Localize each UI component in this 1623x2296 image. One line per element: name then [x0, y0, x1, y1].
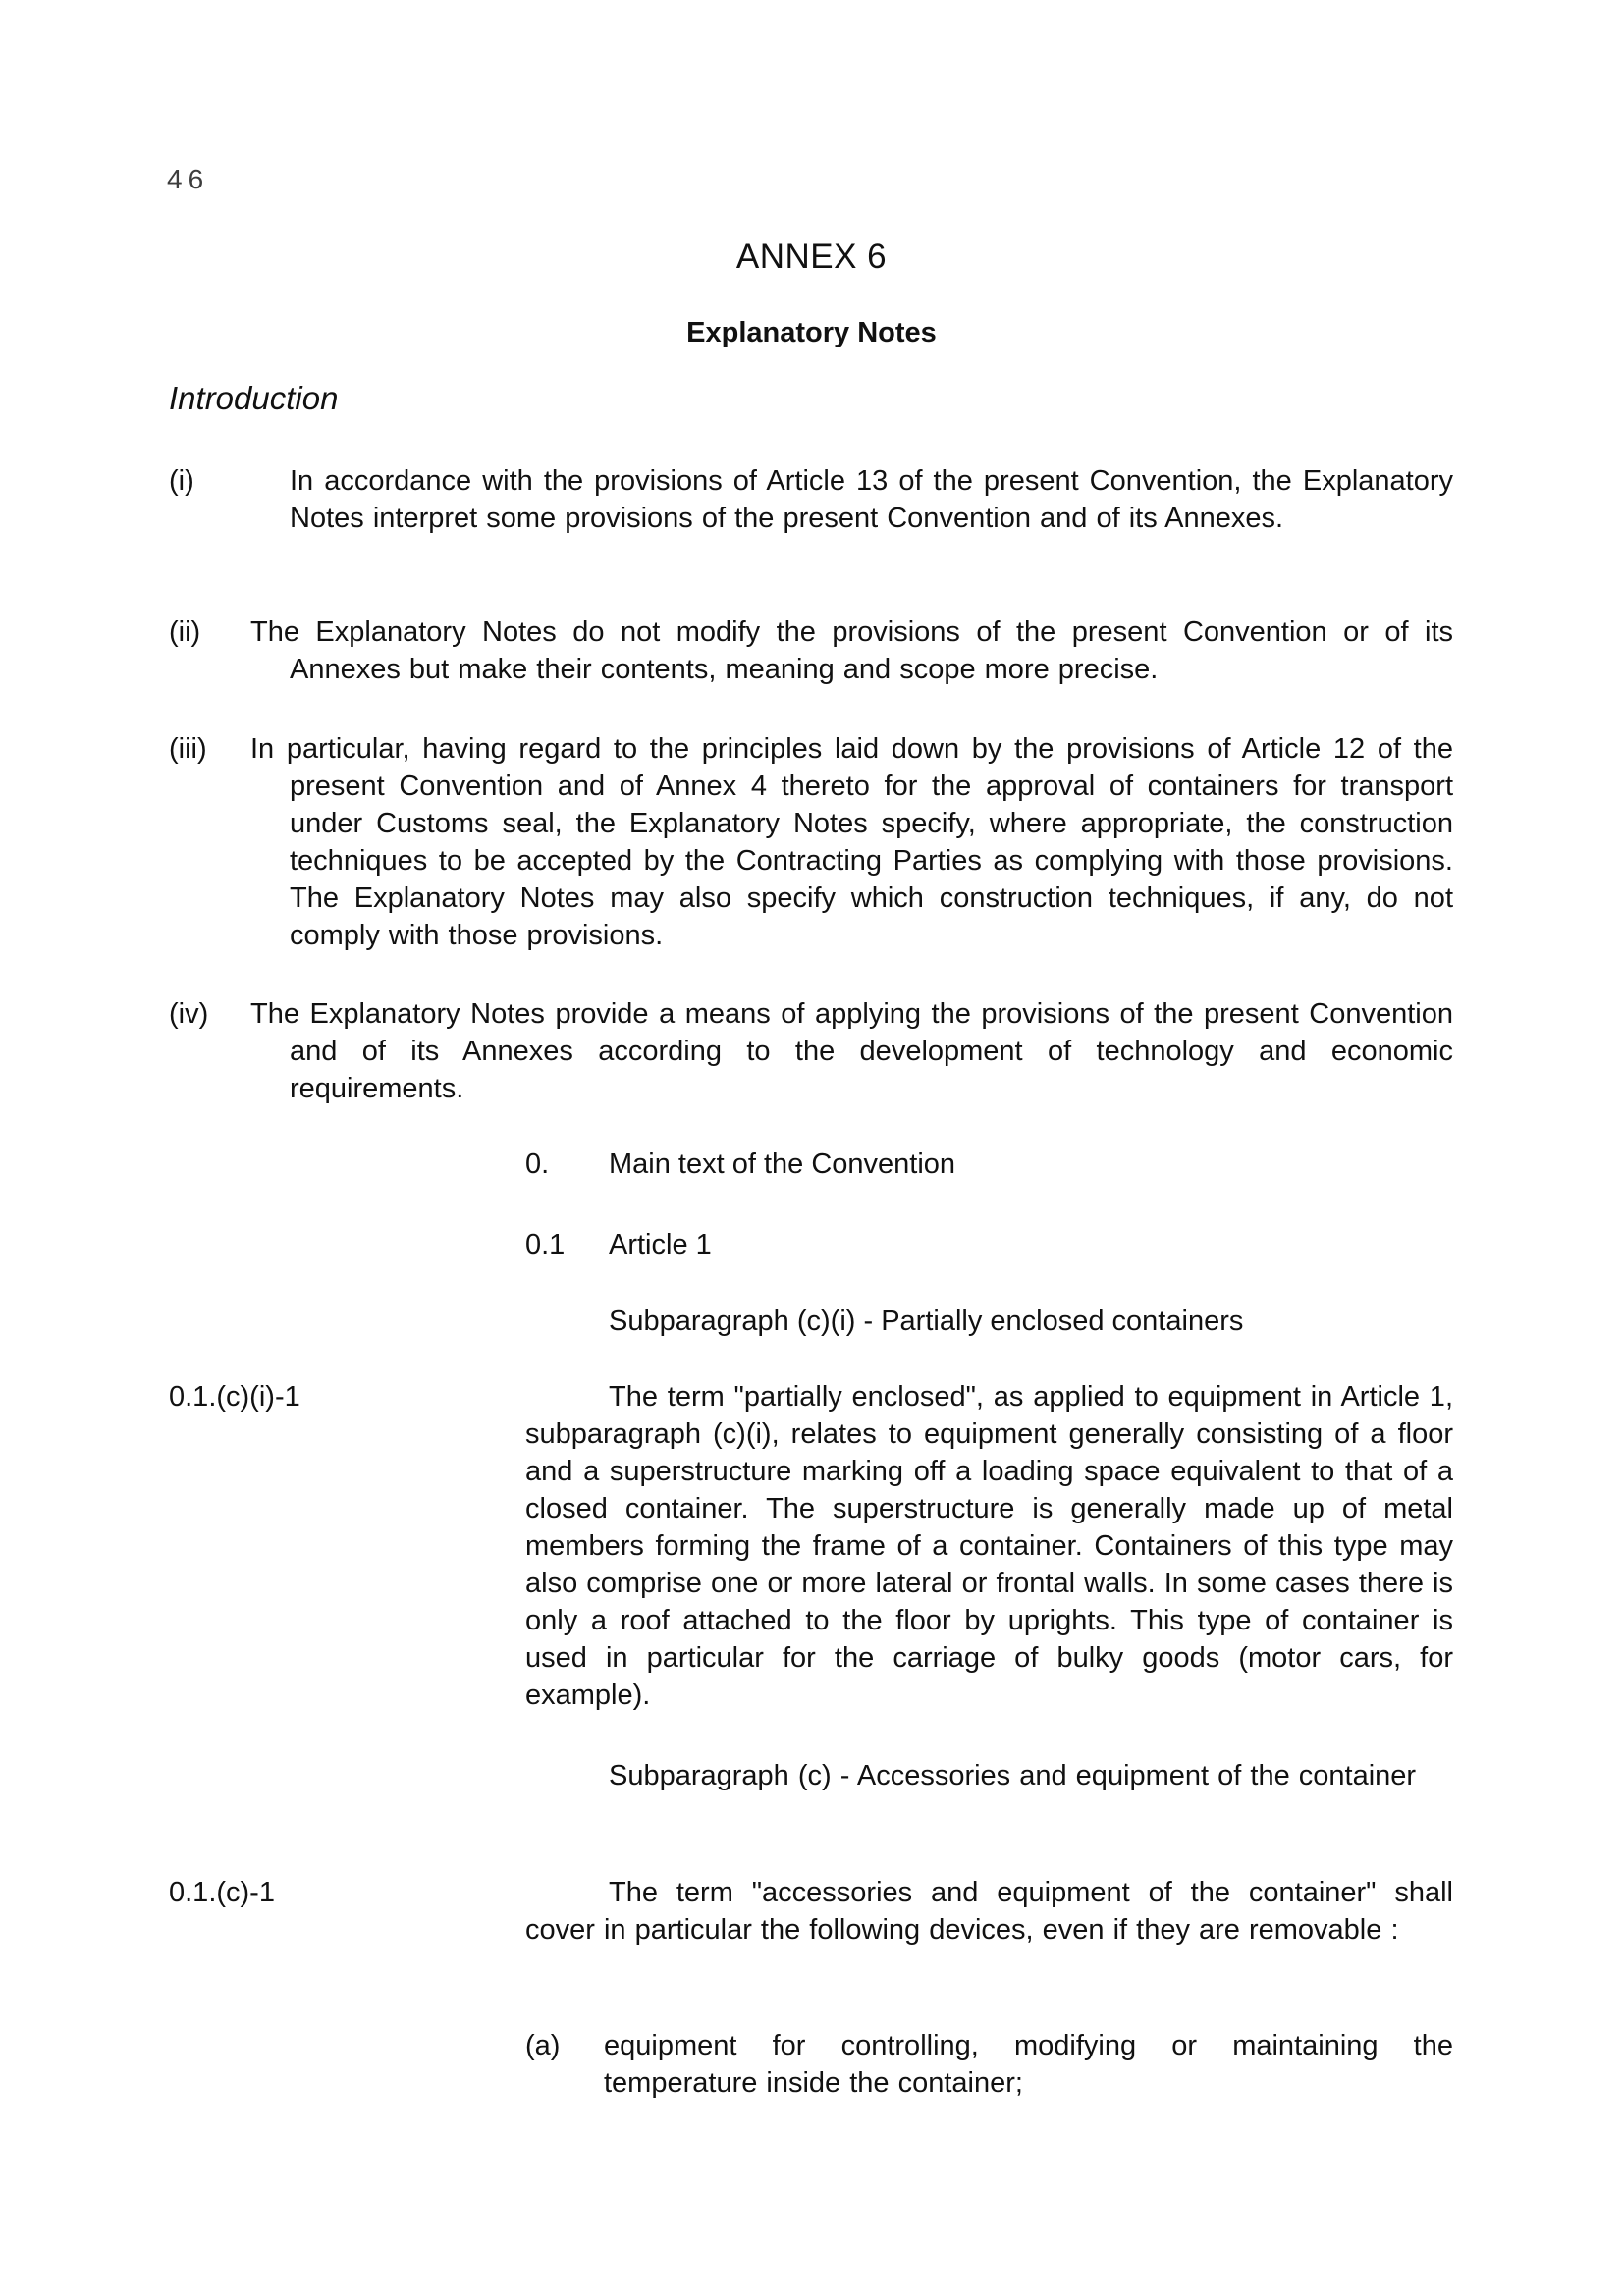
note-text: The term "accessories and equipment of the container" shall cover in particular the following devices, even if they are removable : [525, 1877, 1453, 1946]
subparagraph-c-heading: Subparagraph (c) - Accessories and equipment of the container [609, 1760, 1417, 1791]
outline-title: Article 1 [609, 1229, 712, 1260]
document-subtitle: Explanatory Notes [686, 317, 937, 348]
intro-item-text: In particular, having regard to the principles laid down by the provisions of Article 12 of the present Convention and of Annex 4 thereto for the approval of containers for transport under Customs seal, the Explanatory Notes specify, where appropriate, the construction techniques to be accepted by the Contracting Parties as complying with those provisions. The Explanatory Notes may also specify which construction techniques, if any, do not comply with those provisions. [250, 733, 1453, 951]
intro-item-label: (iv) [169, 998, 209, 1030]
note-0-1-c-1 [169, 1874, 1453, 1949]
intro-item-text: In accordance with the provisions of Article 13 of the present Convention, the Explanatory Notes interpret some provisions of the present Convention and of its Annexes. [290, 465, 1453, 534]
list-item-a [525, 2027, 1453, 2102]
note-0-1-c-i-1 [169, 1378, 1453, 1714]
outline-number: 0. [525, 1148, 550, 1180]
intro-item-label: (ii) [169, 616, 201, 648]
outline-item-0 [525, 1146, 955, 1183]
subparagraph-ci-heading: Subparagraph (c)(i) - Partially enclosed containers [609, 1306, 1244, 1337]
outline-number: 0.1 [525, 1229, 566, 1260]
intro-item-iv [169, 995, 1453, 1107]
note-reference: 0.1.(c)-1 [169, 1877, 275, 1908]
intro-item-label: (iii) [169, 733, 207, 765]
intro-item-i [169, 462, 1453, 537]
outline-title: Main text of the Convention [609, 1148, 956, 1180]
list-item-text: equipment for controlling, modifying or maintaining the temperature inside the container; [604, 2030, 1453, 2099]
intro-item-text: The Explanatory Notes do not modify the provisions of the present Convention or of its Annexes but make their contents, meaning and scope more precise. [250, 616, 1453, 685]
intro-item-text: The Explanatory Notes provide a means of applying the provisions of the present Convention and of its Annexes according to the development of technology and economic requirements. [250, 998, 1453, 1104]
page-number: 46 [167, 164, 210, 194]
intro-item-ii [169, 614, 1453, 688]
outline-item-0-1 [525, 1226, 712, 1263]
intro-item-label: (i) [169, 465, 194, 497]
note-reference: 0.1.(c)(i)-1 [169, 1381, 300, 1413]
note-text: The term "partially enclosed", as applied to equipment in Article 1, subparagraph (c)(i), relates to equipment generally consisting of a floor and a superstructure marking off a loading space equivalent to that of a closed container. The superstructure is generally made up of metal members forming the frame of a container. Containers of this type may also comprise one or more lateral or frontal walls. In some cases there is only a roof attached to the floor by uprights. This type of container is used in particular for the carriage of bulky goods (motor cars, for example). [525, 1381, 1453, 1711]
introduction-heading: Introduction [169, 380, 339, 416]
intro-item-iii [169, 730, 1453, 954]
annex-title: ANNEX 6 [735, 238, 888, 276]
list-item-label: (a) [525, 2030, 561, 2061]
